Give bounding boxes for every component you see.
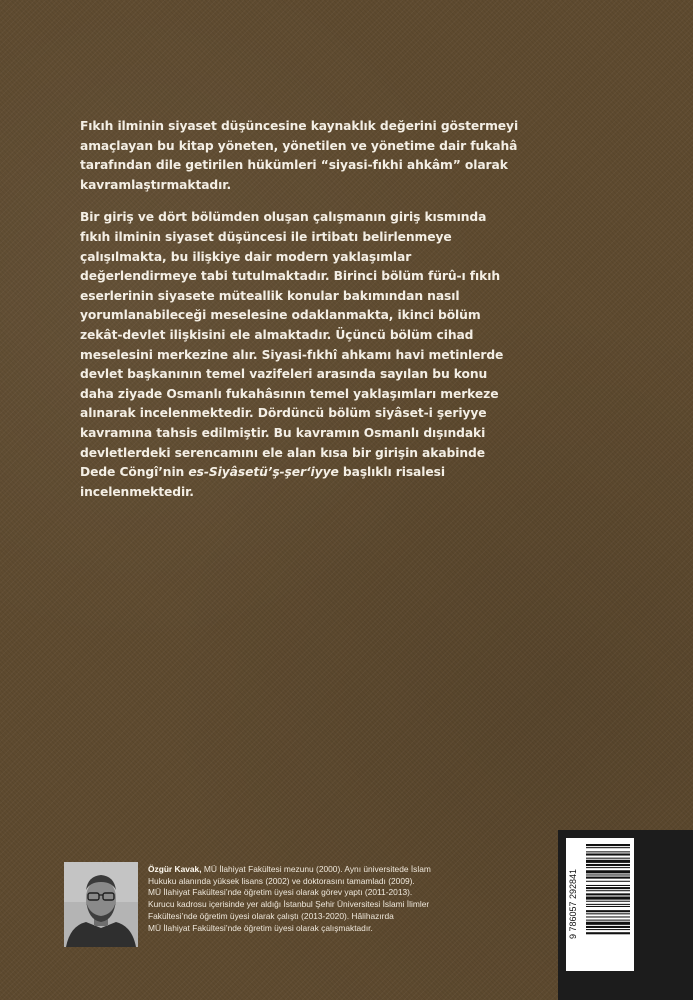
- blurb-line: incelenmektedir.: [80, 484, 194, 499]
- blurb-line: eserlerinin siyasete müteallik konular bakımından nasıl: [80, 288, 460, 303]
- bio-line: Kurucu kadrosu içerisinde yer aldığı İstanbul Şehir Üniversitesi İslami İlimler: [148, 899, 430, 910]
- blurb-line: Fıkıh ilminin siyaset düşüncesine kaynaklık değerini göstermeyi: [80, 119, 519, 133]
- bio-line: Fakültesi’nde öğretim üyesi olarak çalıştı (2013-2020). Hâlihazırda: [148, 910, 394, 921]
- bio-text: MÜ İlahiyat Fakültesi mezunu (2000). Aynı üniversitede İslam: [201, 864, 431, 874]
- blurb-line: Bir giriş ve dört bölümden oluşan çalışmanın giriş kısmında: [80, 210, 487, 225]
- blurb-line: kavramlaştırmaktadır.: [80, 177, 232, 192]
- blurb-line: çalışılmakta, bu ilişkiye dair modern yaklaşımlar: [80, 249, 412, 264]
- blurb-line: devlet başkanının temel vazifeleri arasında sayılan bu konu: [80, 367, 488, 382]
- blurb-paragraph-2: [80, 208, 600, 502]
- bio-line: MÜ İlahiyat Fakültesi’nde öğretim üyesi olarak görev yaptı (2011-2013).: [148, 887, 413, 898]
- author-photo: [64, 862, 138, 947]
- barcode-digits-layer: [566, 838, 634, 971]
- blurb-text: başlıklı risalesi: [338, 465, 445, 480]
- isbn-barcode: [566, 838, 634, 971]
- isbn-digits: 9 786057 292841: [568, 868, 578, 940]
- blurb-line: daha ziyade Osmanlı fukahâsının temel yaklaşımları merkeze: [80, 386, 499, 401]
- blurb-line: değerlendirmeye tabi tutulmaktadır. Birinci bölüm fürû-ı fıkıh: [80, 269, 500, 284]
- blurb-line: kavramına tahsis edilmiştir. Bu kavramın Osmanlı dışındaki: [80, 425, 486, 440]
- blurb-line-with-title: [80, 463, 600, 483]
- blurb-line: zekât-devlet ilişkisini ele almaktadır. Üçüncü bölüm cihad: [80, 327, 474, 342]
- back-cover-blurb: [80, 117, 600, 515]
- author-bio: [148, 864, 548, 934]
- work-title-italic: es-Siyâsetü’ş-şer‘iyye: [188, 465, 339, 480]
- author-portrait-image: [64, 862, 138, 947]
- blurb-paragraph-1: [80, 117, 600, 195]
- bio-line-first: [148, 864, 548, 876]
- bio-line: MÜ İlahiyat Fakültesi’nde öğretim üyesi olarak çalışmaktadır.: [148, 922, 373, 933]
- blurb-line: tarafından dile getirilen hükümleri “siyasi-fıkhi ahkâm” olarak: [80, 158, 508, 173]
- author-name: Özgür Kavak,: [148, 864, 202, 874]
- bio-line: Hukuku alanında yüksek lisans (2002) ve doktorasını tamamladı (2009).: [148, 875, 415, 886]
- blurb-line: devletlerdeki serencamını ele alan kısa bir girişin akabinde: [80, 445, 485, 460]
- blurb-line: fıkıh ilminin siyaset düşüncesi ile irtibatı belirlenmeye: [80, 229, 452, 244]
- blurb-line: meselesini merkezine alır. Siyasi-fıkhî ahkamı havi metinlerde: [80, 347, 504, 362]
- blurb-line: yorumlanabileceği meselesine odaklanmakta, ikinci bölüm: [80, 308, 481, 323]
- blurb-text: Dede Cöngî’nin: [80, 465, 189, 480]
- blurb-line: alınarak incelenmektedir. Dördüncü bölüm siyâset-i şeriyye: [80, 406, 487, 421]
- blurb-line: amaçlayan bu kitap yöneten, yönetilen ve yönetime dair fukahâ: [80, 138, 518, 153]
